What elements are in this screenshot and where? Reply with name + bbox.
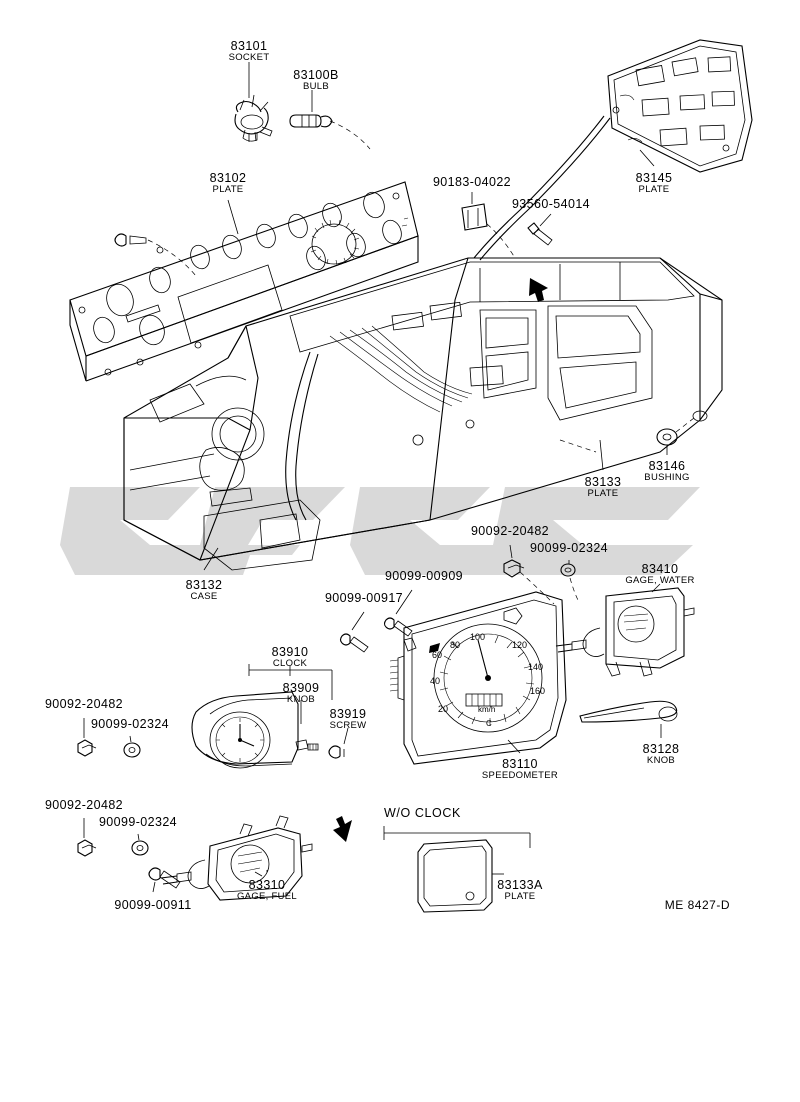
- part-label-83110: 83110 SPEEDOMETER: [481, 757, 559, 782]
- part-label-83410: 83410 GAGE, WATER: [625, 562, 695, 587]
- part-label-83910: 83910 CLOCK: [271, 645, 309, 670]
- part-label-93560-54014: 93560-54014: [511, 197, 591, 211]
- svg-text:60: 60: [432, 650, 443, 660]
- svg-text:100: 100: [470, 632, 486, 642]
- svg-text:km/h: km/h: [478, 705, 496, 714]
- plate-83133a: [418, 840, 492, 912]
- part-label-90092-20482-a: 90092-20482: [470, 524, 550, 538]
- screw-83919: [329, 746, 344, 758]
- gage-water-part: [556, 588, 694, 676]
- svg-text:120: 120: [512, 640, 528, 650]
- svg-text:20: 20: [438, 704, 449, 714]
- diagram-code: ME 8427-D: [664, 898, 730, 912]
- plate-83145: [608, 40, 752, 172]
- socket-part: [235, 95, 272, 142]
- nut-90092-20482-b: [78, 740, 96, 756]
- wo-clock-note: W/O CLOCK: [384, 806, 461, 820]
- part-label-90099-00917: 90099-00917: [324, 591, 404, 605]
- clip-90183: [462, 204, 487, 230]
- part-label-90099-00909: 90099-00909: [384, 569, 464, 583]
- knob-83128: [580, 701, 677, 722]
- part-label-90099-00911: 90099-00911: [114, 898, 192, 912]
- part-label-83310: 83310 GAGE, FUEL: [236, 878, 298, 903]
- part-label-83919: 83919 SCREW: [329, 707, 367, 732]
- speedometer-part: [390, 592, 566, 764]
- watermark: [60, 487, 700, 575]
- part-label-90183-04022: 90183-04022: [432, 175, 512, 189]
- svg-text:C: C: [486, 719, 492, 728]
- part-label-83909: 83909 KNOB: [282, 681, 320, 706]
- part-label-83133a: 83133A PLATE: [497, 878, 543, 903]
- part-label-83100b: 83100B BULB: [293, 68, 339, 93]
- part-label-90099-02324-a: 90099-02324: [529, 541, 609, 555]
- washer-90099-02324-c: [132, 841, 148, 855]
- part-label-83146: 83146 BUSHING: [644, 459, 690, 484]
- part-label-90092-20482-b: 90092-20482: [44, 697, 124, 711]
- washer-90099-02324-b: [124, 743, 140, 757]
- svg-text:40: 40: [430, 676, 441, 686]
- part-label-83101: 83101 SOCKET: [228, 39, 270, 64]
- part-label-90092-20482-c: 90092-20482: [44, 798, 124, 812]
- screw-93560: [528, 223, 552, 245]
- screw-90099-00917: [341, 634, 369, 652]
- cluster-case: [124, 258, 722, 570]
- part-label-90099-02324-b: 90099-02324: [90, 717, 170, 731]
- nut-90092-20482-c: [78, 840, 96, 856]
- part-label-83132: 83132 CASE: [185, 578, 223, 603]
- bulb-part: [290, 115, 332, 127]
- part-label-83133: 83133 PLATE: [584, 475, 622, 500]
- part-label-83102: 83102 PLATE: [209, 171, 247, 196]
- part-label-83128: 83128 KNOB: [642, 742, 680, 767]
- svg-text:80: 80: [450, 640, 461, 650]
- part-label-83145: 83145 PLATE: [635, 171, 673, 196]
- part-label-90099-02324-c: 90099-02324: [98, 815, 178, 829]
- svg-text:160: 160: [530, 686, 546, 696]
- svg-text:140: 140: [528, 662, 544, 672]
- screw-left: [115, 234, 146, 246]
